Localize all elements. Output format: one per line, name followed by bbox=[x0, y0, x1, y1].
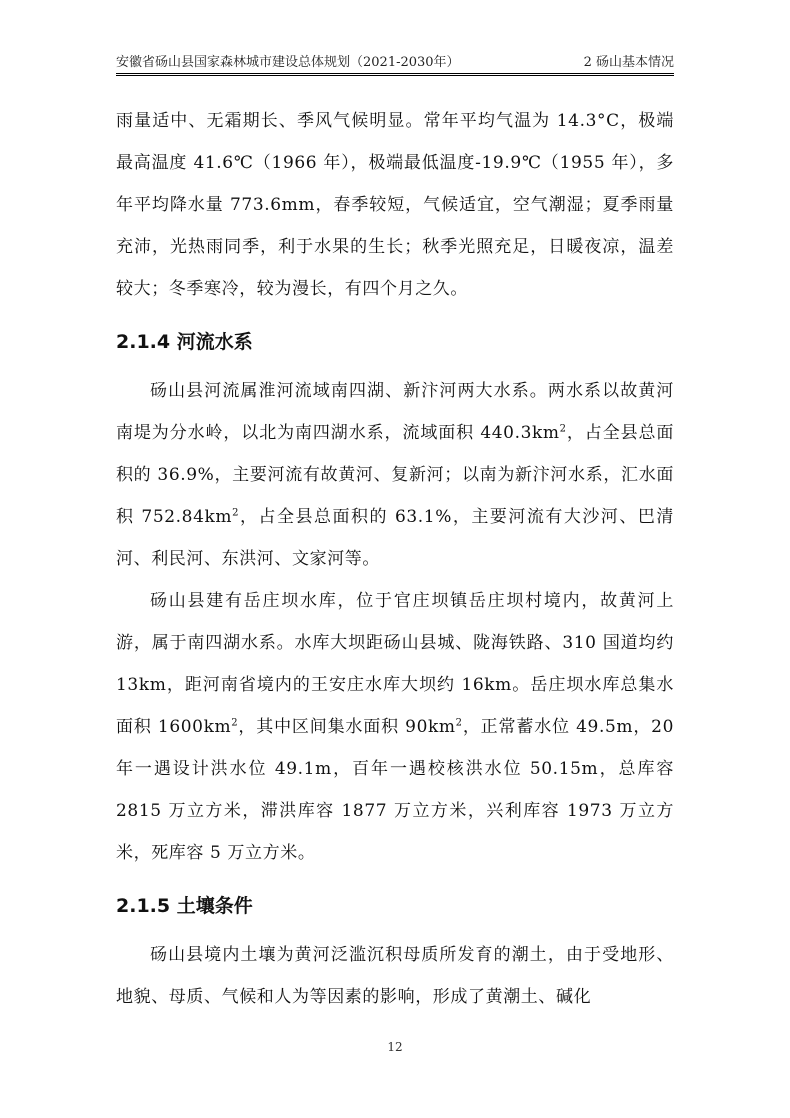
superscript: 2 bbox=[559, 423, 567, 435]
superscript: 2 bbox=[231, 717, 239, 729]
page-number: 12 bbox=[387, 1040, 403, 1054]
paragraph-reservoir bbox=[116, 580, 674, 874]
paragraph-climate: 雨量适中、无霜期长、季风气候明显。常年平均气温为 14.3°C，极端最高温度 41.6℃（1966 年），极端最低温度-19.9℃（1955 年），多年平均降水量 773.6mm，春季较短，气候适宜，空气潮湿；夏季雨量充沛，光热雨同季，利于水果的生长；秋季光照充足，日暖夜凉，温差较大；冬季寒冷，较为漫长，有四个月之久。 bbox=[116, 111, 674, 299]
running-header bbox=[116, 48, 674, 74]
header-chapter: 2 砀山基本情况 bbox=[583, 55, 674, 70]
text-run: 砀山县建有岳庄坝水库，位于官庄坝镇岳庄坝村境内，故黄河上游，属于南四湖水系。水库大坝距砀山县城、陇海铁路、310 国道均约 13km，距河南省境内的王安庄水库大坝约 16km。岳庄坝水库总集水面积 1600km bbox=[116, 591, 674, 737]
page-body bbox=[116, 100, 674, 1018]
header-title: 安徽省砀山县国家森林城市建设总体规划（2021-2030年） bbox=[116, 55, 460, 70]
text-run: ，占全县总面积的 36.9%，主要河流有故黄河、复新河；以南为新汴河水系，汇水面积 752.84km bbox=[116, 423, 674, 527]
superscript: 2 bbox=[455, 717, 463, 729]
header-double-rule bbox=[116, 75, 674, 76]
paragraph-river-systems bbox=[116, 370, 674, 580]
paragraph-soil: 砀山县境内土壤为黄河泛滥沉积母质所发育的潮土，由于受地形、地貌、母质、气候和人为等因素的影响，形成了黄潮土、碱化 bbox=[116, 945, 674, 1007]
text-run: ，占全县总面积的 63.1%，主要河流有大沙河、巴清河、利民河、东洪河、文家河等。 bbox=[116, 507, 674, 569]
section-heading-rivers: 2.1.4 河流水系 bbox=[116, 331, 253, 353]
superscript: 2 bbox=[232, 507, 240, 519]
text-run: ，正常蓄水位 49.5m，20 年一遇设计洪水位 49.1m，百年一遇校核洪水位 50.15m，总库容 2815 万立方米，滞洪库容 1877 万立方米，兴利库容 1973 万立方米，死库容 5 万立方米。 bbox=[116, 717, 674, 863]
text-run: 砀山县河流属淮河流域南四湖、新汴河两大水系。两水系以故黄河南堤为分水岭，以北为南四湖水系，流域面积 440.3km bbox=[116, 381, 674, 443]
text-run: ，其中区间集水面积 90km bbox=[238, 717, 456, 737]
section-heading-soil: 2.1.5 土壤条件 bbox=[116, 895, 253, 917]
